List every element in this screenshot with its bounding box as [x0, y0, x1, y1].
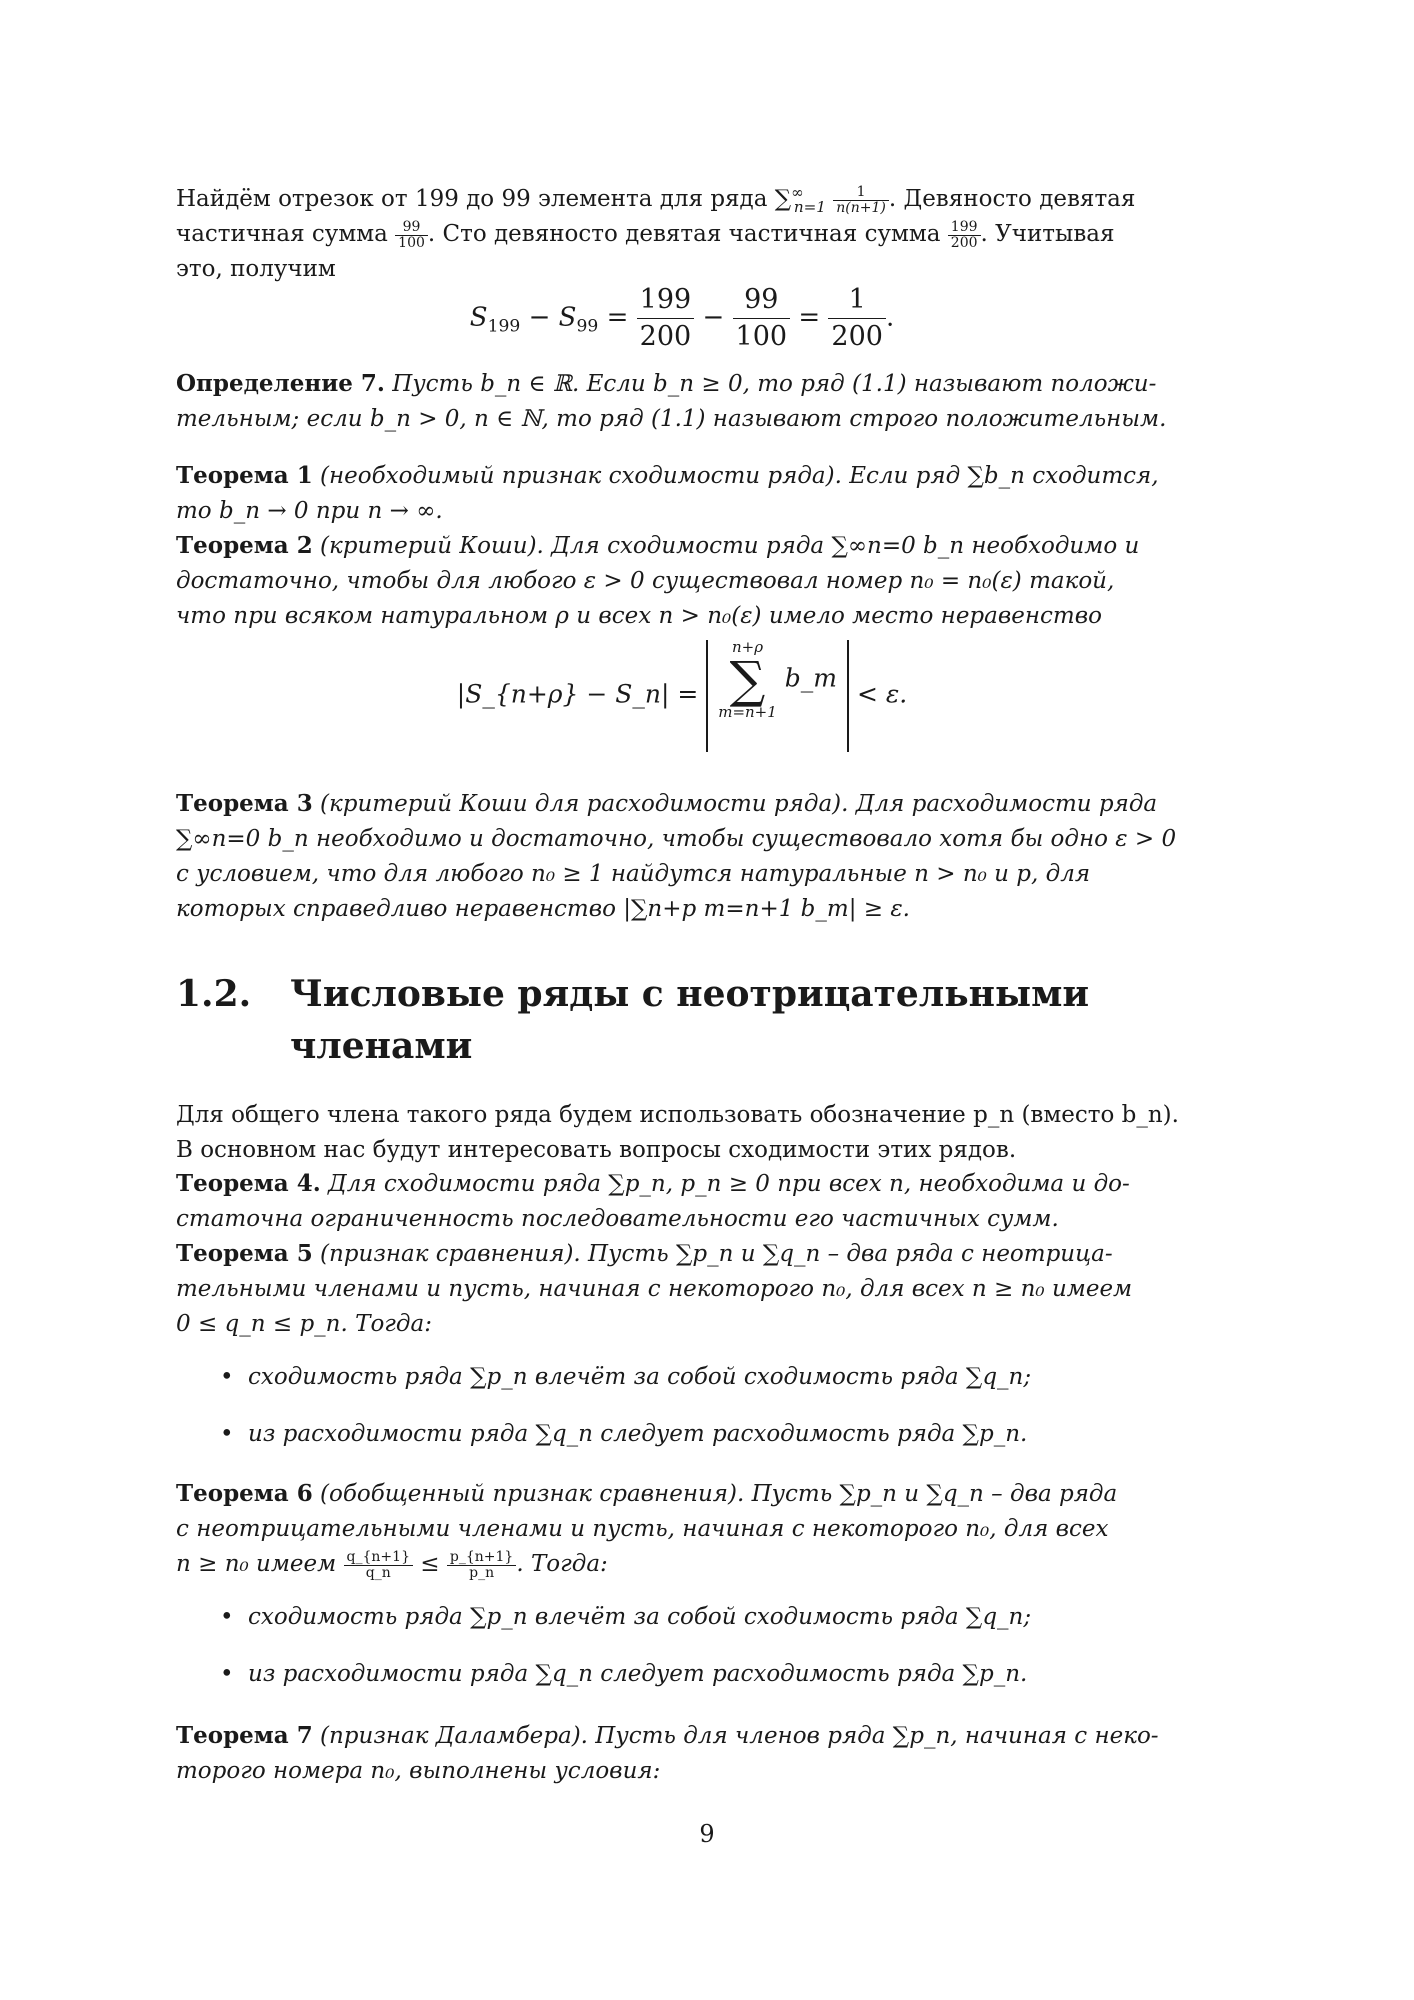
definition-7-line-1: Определение 7. Пусть b_n ∈ ℝ. Если b_n ≥ 0, то ряд (1.1) называют положи-: [176, 370, 1157, 397]
list-item: • сходимость ряда ∑p_n влечёт за собой сходимость ряда ∑q_n;: [176, 1600, 1188, 1635]
theorem-5: [176, 1236, 1188, 1452]
theorem-5-line-3: 0 ≤ q_n ≤ p_n. Тогда:: [176, 1311, 432, 1337]
fraction-99-100: $\frac{99}{100}$: [395, 220, 428, 251]
theorem-3: [176, 786, 1188, 927]
list-item: • сходимость ряда ∑p_n влечёт за собой сходимость ряда ∑q_n;: [176, 1360, 1188, 1395]
section-title: Числовые ряды с неотрицательными членами: [290, 973, 1090, 1067]
fraction-199-200: $\frac{199}{200}$: [948, 220, 981, 251]
section-number: 1.2.: [176, 973, 252, 1015]
theorem-4-line-2: статочна ограниченность последовательности его частичных сумм.: [176, 1206, 1059, 1232]
theorem-4-line-1: Теорема 4. Для сходимости ряда ∑p_n, p_n ≥ 0 при всех n, необходима и до-: [176, 1170, 1130, 1197]
list-item: • из расходимости ряда ∑q_n следует расходимость ряда ∑p_n.: [176, 1657, 1188, 1692]
theorem-6: [176, 1476, 1188, 1692]
theorem-7-line-2: торого номера n₀, выполнены условия:: [176, 1758, 661, 1784]
intro-line-1: Найдём отрезок от 199 до 99 элемента для ряда $\sum^\infty_{n=1}$ $\frac{1}{n(n+1)}$ . Девяносто девятая: [176, 183, 1136, 216]
definition-7: [176, 366, 1188, 437]
theorem-3-line-3: с условием, что для любого n₀ ≥ 1 найдутся натуральные n > n₀ и p, для: [176, 861, 1091, 887]
theorem-3-line-1: Теорема 3 (критерий Коши для расходимости ряда). Для расходимости ряда: [176, 790, 1158, 817]
definition-7-line-2: тельным; если b_n > 0, n ∈ ℕ, то ряд (1.1) называют строго положительным.: [176, 406, 1167, 432]
theorem-3-line-2: ∑∞n=0 b_n необходимо и достаточно, чтобы существовало хотя бы одно ε > 0: [176, 826, 1177, 852]
fraction-199-200-large: $\frac{199}{200}$: [637, 282, 695, 355]
equation-cauchy: |S_{n+ρ} − S_n| = n+ρ ∑ m=n+1 b_m < ε.: [176, 640, 1188, 752]
fraction-1-over-n-n-plus-1: $\frac{1}{n(n+1)}$: [833, 185, 889, 216]
equation-partial-sums: $S_{199} - S_{99}$ = $\frac{199}{200}$ − $\frac{99}{100}$ = $\frac{1}{200}$ .: [176, 282, 1188, 355]
theorem-7-line-1: Теорема 7 (признак Даламбера). Пусть для членов ряда ∑p_n, начиная с неко-: [176, 1722, 1159, 1749]
theorem-2-line-1: Теорема 2 (критерий Коши). Для сходимости ряда ∑∞n=0 b_n необходимо и: [176, 532, 1140, 559]
section-heading: [176, 968, 1188, 1074]
theorem-7: [176, 1718, 1188, 1789]
theorem-1-line-2: то b_n → 0 при n → ∞.: [176, 498, 443, 524]
section-intro-line-1: Для общего члена такого ряда будем использовать обозначение p_n (вместо b_n).: [176, 1102, 1179, 1128]
theorem-5-line-1: Теорема 5 (признак сравнения). Пусть ∑p_n и ∑q_n – два ряда с неотрица-: [176, 1240, 1113, 1267]
theorem-1: [176, 458, 1188, 529]
theorem-6-line-3: n ≥ n₀ имеем $\frac{q\_\{n+1\}}{q\_n}$ ≤ $\frac{p\_\{n+1\}}{p\_n}$ . Тогда:: [176, 1548, 608, 1581]
theorem-1-line-1: Теорема 1 (необходимый признак сходимости ряда). Если ряд ∑b_n сходится,: [176, 462, 1159, 489]
theorem-6-line-2: с неотрицательными членами и пусть, начиная с некоторого n₀, для всех: [176, 1516, 1109, 1542]
theorem-2-line-3: что при всяком натуральном ρ и всех n > n₀(ε) имело место неравенство: [176, 603, 1102, 629]
theorem-6-bullets: [176, 1600, 1188, 1692]
page-number: 9: [699, 1820, 715, 1848]
list-item: • из расходимости ряда ∑q_n следует расходимость ряда ∑p_n.: [176, 1417, 1188, 1452]
summation-sign: n+ρ ∑ m=n+1: [718, 638, 777, 721]
theorem-5-line-2: тельными членами и пусть, начиная с некоторого n₀, для всех n ≥ n₀ имеем: [176, 1276, 1133, 1302]
fraction-q-ratio: $\frac{q\_\{n+1\}}{q\_n}$: [344, 1550, 413, 1581]
intro-line-3: это, получим: [176, 256, 336, 282]
intro-paragraph: [176, 182, 1188, 287]
theorem-2: [176, 528, 1188, 634]
intro-line-2: частичная сумма $\frac{99}{100}$ . Сто девяносто девятая частичная сумма $\frac{199}{200}$ . Учитывая: [176, 218, 1115, 251]
section-intro: [176, 1098, 1188, 1168]
theorem-3-line-4: которых справедливо неравенство |∑n+p m=n+1 b_m| ≥ ε.: [176, 896, 910, 922]
theorem-5-bullets: [176, 1360, 1188, 1452]
absolute-value-bars: n+ρ ∑ m=n+1 b_m: [706, 640, 849, 752]
section-intro-line-2: В основном нас будут интересовать вопросы сходимости этих рядов.: [176, 1137, 1017, 1163]
fraction-99-100-large: $\frac{99}{100}$: [733, 282, 791, 355]
theorem-4: [176, 1166, 1188, 1237]
theorem-6-line-1: Теорема 6 (обобщенный признак сравнения). Пусть ∑p_n и ∑q_n – два ряда: [176, 1480, 1118, 1507]
theorem-2-line-2: достаточно, чтобы для любого ε > 0 существовал номер n₀ = n₀(ε) такой,: [176, 568, 1115, 594]
fraction-1-200-large: $\frac{1}{200}$: [828, 282, 886, 355]
fraction-p-ratio: $\frac{p\_\{n+1\}}{p\_n}$: [447, 1550, 516, 1581]
